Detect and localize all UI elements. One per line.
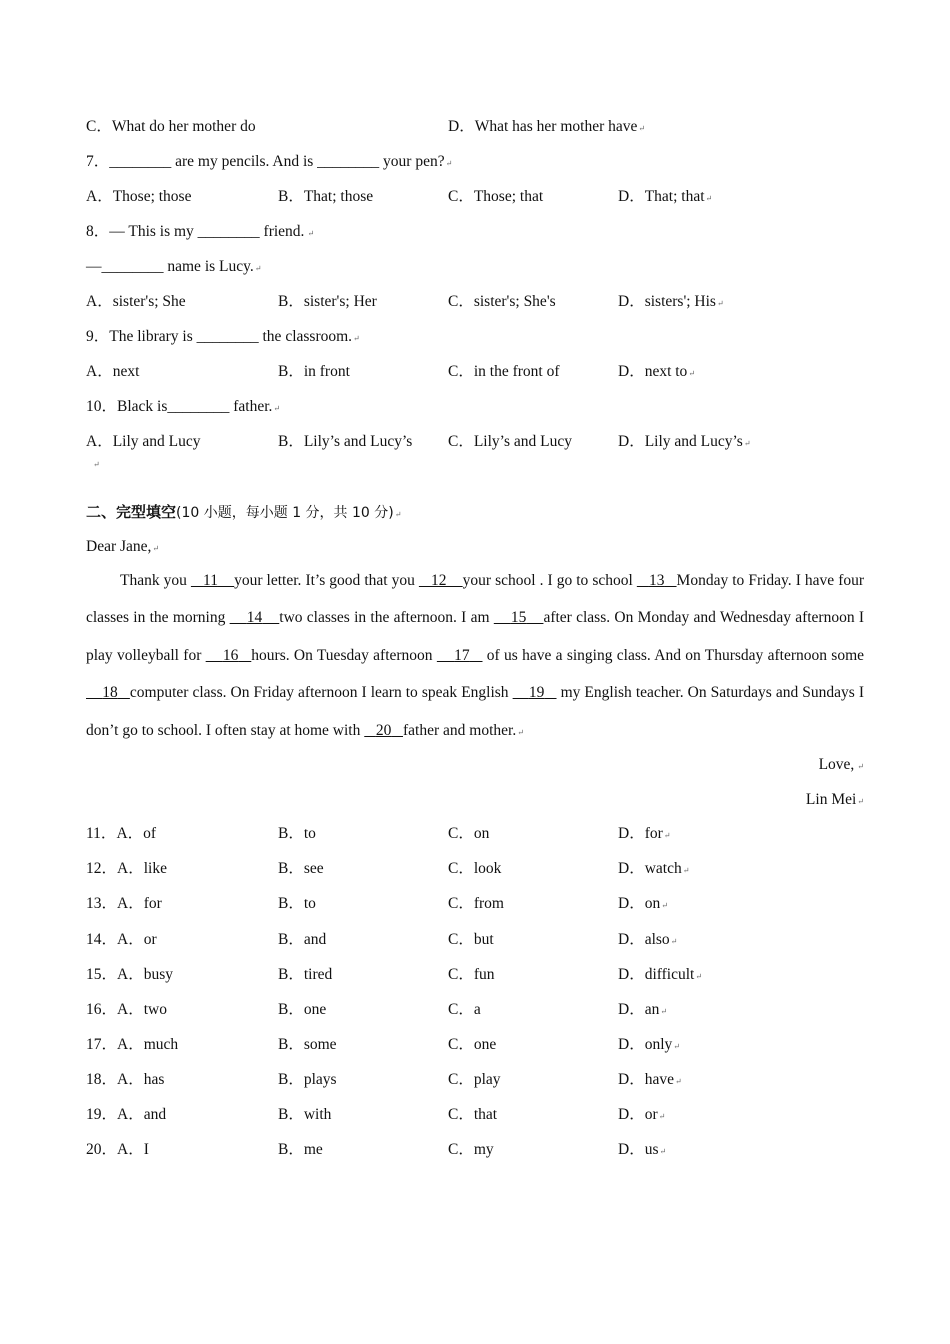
q7-option-b: B．That; those [278,188,374,205]
q8-stem-2: —________ name is Lucy.↵ [86,258,262,275]
letter-signature: Lin Mei↵ [805,791,864,808]
question-option-a: 12．A．like [86,860,167,877]
blank-18: 18 [102,684,118,702]
blank-14: 14 [246,609,263,627]
q6-option-d: D．What has her mother have↵ [448,118,646,135]
question-option-b: B．me [278,1141,323,1158]
question-option-b: B．one [278,1001,327,1018]
letter-salutation: Dear Jane,↵ [86,538,160,555]
question-option-d: D．on↵ [618,895,668,912]
section-heading: 二、完型填空(10 小题，每小题 1 分，共 10 分)↵ [86,503,402,521]
question-option-b: B．to [278,825,316,842]
question-option-b: B．some [278,1036,337,1053]
section-heading-title: 二、完型填空 [86,503,177,521]
q7-option-d: D．That; that↵ [618,188,713,205]
question-option-b: B．plays [278,1071,337,1088]
question-option-b: B．tired [278,966,333,983]
q9-option-d: D．next to↵ [618,363,696,380]
question-option-d: D．for↵ [618,825,671,842]
q10-option-d: D．Lily and Lucy’s↵ [618,433,751,450]
q8-stem-1: 8．— This is my ________ friend. ↵ [86,223,315,240]
q8-option-a: A．sister's; She [86,293,186,310]
blank-13: 13 [648,572,665,589]
q8-option-b: B．sister's; Her [278,293,377,310]
q10-stem: 10．Black is________ father.↵ [86,398,281,415]
q9-stem: 9．The library is ________ the classroom.↵ [86,328,360,345]
section-heading-detail: (10 小题，每小题 1 分，共 10 分) [176,505,394,521]
q8-option-d: D．sisters'; His↵ [618,293,724,310]
question-option-d: D．difficult↵ [618,966,703,983]
q9-option-b: B．in front [278,363,350,380]
question-option-b: B．see [278,860,324,877]
q7-option-c: C．Those; that [448,188,544,205]
q10-option-b: B．Lily’s and Lucy’s [278,433,413,450]
blank-20: 20 [375,721,392,739]
question-option-c: C．play [448,1071,501,1088]
question-option-a: 16．A．two [86,1001,167,1018]
cloze-passage: Thank you 11 your letter. It’s good that you 12 your school . I go to school 13 Monday to Friday. I have four classes in the morning 14 two classes in the afternoon. I am 15 after class. On Monday and Wednesday afternoon I play volleyball for 16 hours. On Tuesday afternoon 17 of us have a singing class. And on Thursday afternoon some 18 computer class. On Friday afternoon I learn to speak English 19 my English teacher. On Saturdays and Sundays I don’t go to school. I often stay at home with 20 father and mother.↵ [86,572,865,739]
question-option-c: C．a [448,1001,481,1018]
blank-17: 17 [454,646,470,664]
question-option-d: D．also↵ [618,931,678,948]
question-option-d: D．only↵ [618,1036,680,1053]
question-option-a: 11．A．of [86,825,157,842]
blank-19: 19 [528,684,545,702]
q9-option-c: C．in the front of [448,363,560,380]
question-option-d: D．have↵ [618,1071,682,1088]
q8-option-c: C．sister's; She's [448,293,556,310]
blank-16: 16 [222,646,239,664]
question-option-b: B．to [278,895,316,912]
blank-11: 11 [203,572,218,589]
question-option-c: C．on [448,825,490,842]
blank-15: 15 [510,609,527,627]
q9-option-a: A．next [86,363,140,380]
letter-closing: Love, ↵ [818,756,864,773]
question-option-a: 20．A．I [86,1141,149,1158]
question-option-b: B．with [278,1106,332,1123]
question-option-a: 19．A．and [86,1106,167,1123]
question-option-d: D．watch↵ [618,860,690,877]
question-option-c: C．that [448,1106,498,1123]
question-option-c: C．one [448,1036,497,1053]
question-option-a: 15．A．busy [86,966,173,983]
blank-12: 12 [431,572,447,589]
question-option-d: D．an↵ [618,1001,668,1018]
question-option-a: 13．A．for [86,895,162,912]
question-option-d: D．us↵ [618,1141,667,1158]
question-option-b: B．and [278,931,327,948]
question-option-a: 14．A．or [86,931,157,948]
question-option-d: D．or↵ [618,1106,666,1123]
question-option-a: 18．A．has [86,1071,165,1088]
q7-stem: 7．________ are my pencils. And is ________ your pen?↵ [86,153,453,170]
q10-option-c: C．Lily’s and Lucy [448,433,572,450]
question-option-c: C．from [448,895,504,912]
question-option-c: C．look [448,860,502,877]
paragraph-mark: ↵ [93,460,100,469]
q7-option-a: A．Those; those [86,188,192,205]
q10-option-a: A．Lily and Lucy [86,433,201,450]
question-option-a: 17．A．much [86,1036,179,1053]
question-option-c: C．but [448,931,494,948]
question-option-c: C．fun [448,966,495,983]
question-option-c: C．my [448,1141,494,1158]
q6-option-c: C．What do her mother do [86,118,256,135]
